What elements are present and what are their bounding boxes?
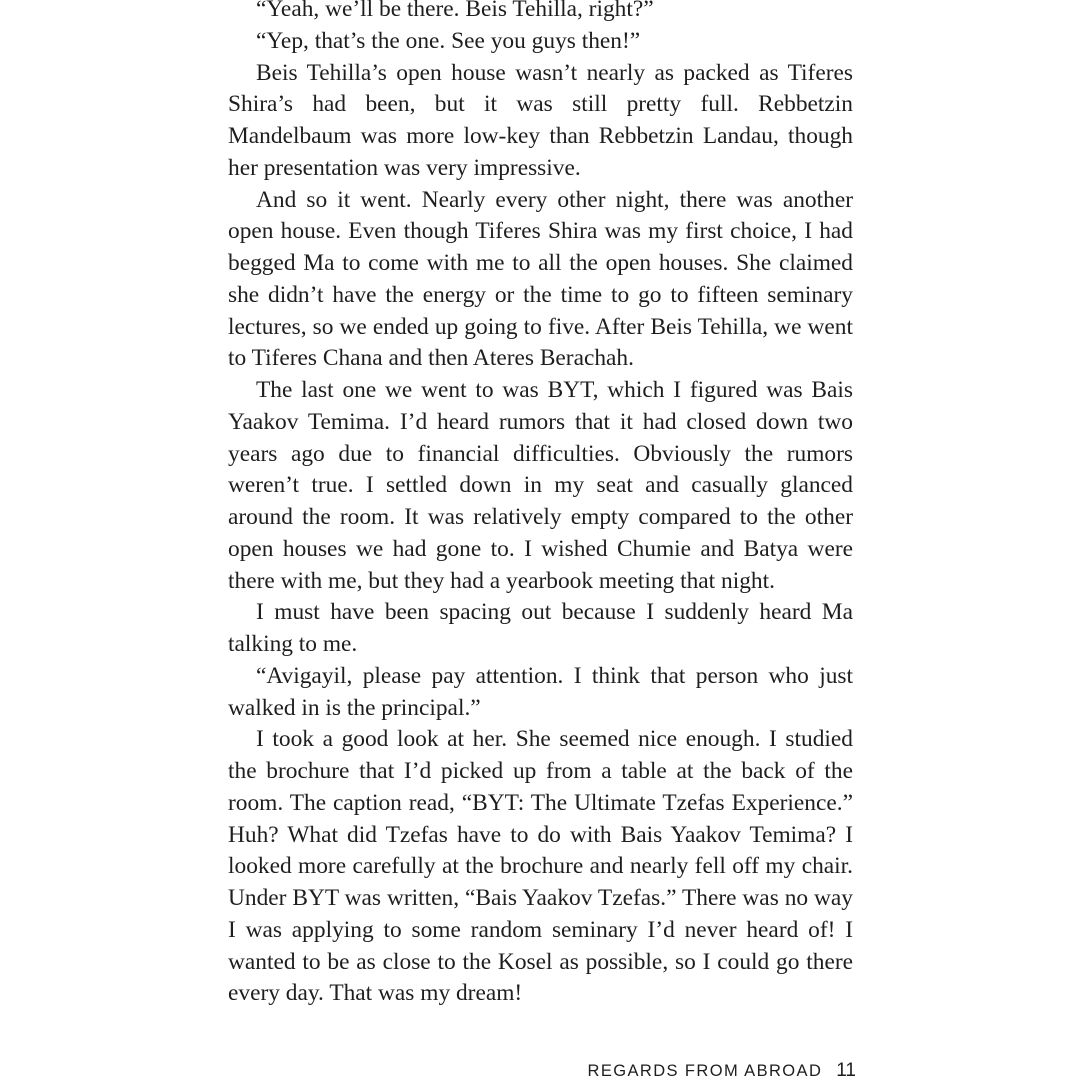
paragraph-2: “Yep, that’s the one. See you guys then!” — [256, 27, 641, 54]
paragraph-7: “Avigayil, please pay attention. I think that person who just walked in is the principal.” — [228, 662, 853, 721]
page-footer — [560, 1060, 856, 1082]
page-number: 11 — [836, 1060, 856, 1081]
paragraph-6: I must have been spacing out because I suddenly heard Ma talking to me. — [228, 599, 853, 657]
paragraph-3: Beis Tehilla’s open house wasn’t nearly as packed as Tiferes Shira’s had been, but it was still pretty full. Rebbetzin Mandelbaum was more low-key than Rebbetzin Landau, though her presentation was very impressive. — [228, 59, 853, 181]
paragraph-5: The last one we went to was BYT, which I figured was Bais Yaakov Temima. I’d heard rumors that it had closed down two years ago due to financial difficulties. Obviously the rumors weren’t true. I settled down in my seat and casually glanced around the room. It was relatively empty compared to the other open houses we had gone to. I wished Chumie and Batya were there with me, but they had a yearbook meeting that night. — [228, 377, 853, 594]
running-head: REGARDS FROM ABROAD — [587, 1062, 823, 1080]
body-text — [228, 0, 853, 1010]
paragraph-8: I took a good look at her. She seemed nice enough. I studied the brochure that I’d picked up from a table at the back of the room. The caption read, “BYT: The Ultimate Tzefas Experience.” Huh? What did Tzefas have to do with Bais Yaakov Temima? I looked more carefully at the brochure and nearly fell off my chair. Under BYT was written, “Bais Yaakov Tzefas.” There was no way I was applying to some random seminary I’d never heard of! I wanted to be as close to the Kosel as possible, so I could go there every day. That was my dream! — [228, 726, 853, 1007]
paragraph-1: “Yeah, we’ll be there. Beis Tehilla, right?” — [256, 0, 654, 22]
paragraph-4: And so it went. Nearly every other night, there was another open house. Even though Tiferes Shira was my first choice, I had begged Ma to come with me to all the open houses. She claimed she didn’t have the energy or the time to go to fifteen seminary lectures, so we ended up going to five. After Beis Tehilla, we went to Tiferes Chana and then Ateres Berachah. — [228, 186, 853, 372]
